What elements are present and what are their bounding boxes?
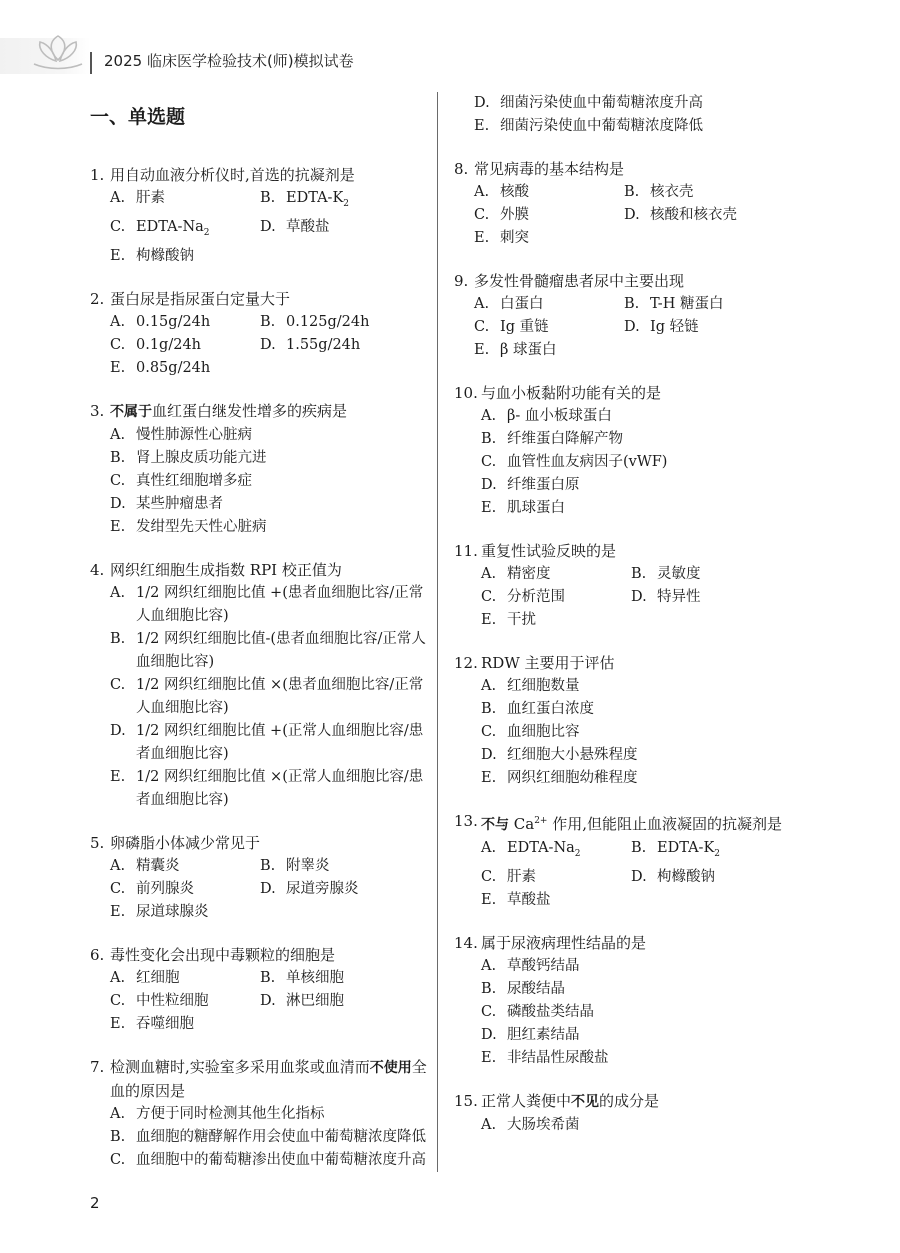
- question-4: [90, 559, 428, 812]
- option-d: D. 核酸和核衣壳: [624, 207, 737, 223]
- question-stem: [90, 1056, 428, 1103]
- charge-superscript: 2+: [534, 816, 548, 826]
- question-stem: [454, 270, 796, 293]
- options: [454, 181, 796, 250]
- question-number: 12.: [454, 654, 478, 672]
- option-a: A. 白蛋白: [474, 296, 544, 312]
- option-b: B. 1/2 网织红细胞比值-(患者血细胞比容/正常人血细胞比容): [110, 630, 426, 670]
- question-stem: [454, 382, 796, 405]
- right-column: [454, 92, 796, 1157]
- option-c: C. 外膜: [474, 207, 529, 223]
- options: [454, 675, 796, 790]
- option-b: B. 灵敏度: [631, 566, 701, 582]
- option-d: D. 尿道旁腺炎: [260, 880, 359, 897]
- options: [90, 1103, 428, 1172]
- question-text-tail: 的成分是: [599, 1091, 660, 1110]
- options: [454, 837, 796, 912]
- question-7: [90, 1056, 428, 1172]
- question-number: 6.: [90, 945, 105, 964]
- option-b: B. 附睾炎: [260, 857, 330, 874]
- question-2: [90, 288, 428, 380]
- options: [90, 187, 428, 268]
- question-text: 属于尿液病理性结晶的是: [481, 933, 647, 952]
- option-d: D. 红细胞大小悬殊程度: [481, 747, 638, 763]
- question-number: 3.: [90, 401, 105, 420]
- option-a: A. 肝素: [110, 190, 165, 206]
- question-stem: [90, 944, 428, 967]
- question-stem: [454, 1090, 796, 1114]
- option-b: B. T-H 糖蛋白: [624, 296, 724, 312]
- question-number: 14.: [454, 933, 478, 952]
- option-a: A. 方便于同时检测其他生化指标: [110, 1105, 325, 1122]
- question-text: 血红蛋白继发性增多的疾病是: [152, 401, 348, 420]
- option-b: B. EDTA-$K_2$: [260, 190, 350, 209]
- question-text: 用自动血液分析仪时,首选的抗凝剂是: [110, 166, 355, 184]
- option-c: C. 血细胞中的葡萄糖渗出使血中葡萄糖浓度升高: [110, 1151, 426, 1168]
- question-15: [454, 1090, 796, 1137]
- question-1: [90, 164, 428, 268]
- option-d: D. 细菌污染使血中葡萄糖浓度升高: [474, 95, 703, 111]
- question-text: 作用,但能阻止血液凝固的抗凝剂是: [552, 815, 783, 833]
- option-c: C. 磷酸盐类结晶: [481, 1003, 594, 1020]
- emphasis-keyword: 不属于: [110, 403, 152, 420]
- option-c: C. EDTA-$Na_2$: [110, 218, 210, 238]
- option-e: E. 非结晶性尿酸盐: [481, 1049, 609, 1066]
- option-a: A. 大肠埃希菌: [481, 1116, 580, 1133]
- option-e: E. β 球蛋白: [474, 342, 557, 358]
- question-stem: [454, 932, 796, 955]
- option-c: C. 血管性血友病因子(vWF): [481, 454, 668, 470]
- option-b: B. 血细胞的糖酵解作用会使血中葡萄糖浓度降低: [110, 1128, 426, 1145]
- options: [90, 311, 428, 380]
- question-number: 15.: [454, 1091, 478, 1110]
- option-d: D. 1.55g/24h: [260, 336, 361, 353]
- option-a: A. EDTA-$Na_2$: [481, 840, 581, 859]
- option-d: D. 草酸盐: [260, 218, 330, 235]
- question-text: 常见病毒的基本结构是: [474, 160, 625, 178]
- option-b: B. 0.125g/24h: [260, 313, 370, 330]
- options: [90, 967, 428, 1036]
- emphasis-keyword: 不使用: [369, 1059, 412, 1076]
- question-text: RDW 主要用于评估: [481, 654, 615, 672]
- options: [90, 424, 428, 539]
- question-3: [90, 400, 428, 539]
- option-d: D. 枸橼酸钠: [631, 868, 715, 885]
- question-6: [90, 944, 428, 1036]
- option-a: A. 慢性肺源性心脏病: [110, 426, 252, 443]
- lotus-logo-icon: [28, 30, 88, 74]
- question-stem: [454, 158, 796, 181]
- question-stem: [454, 652, 796, 675]
- option-b: B. 纤维蛋白降解产物: [481, 431, 623, 447]
- option-b: B. 单核细胞: [260, 969, 344, 986]
- option-d: D. 特异性: [631, 589, 701, 605]
- question-stem: [454, 540, 796, 563]
- question-stem: [454, 810, 796, 837]
- option-e: E. 肌球蛋白: [481, 500, 565, 516]
- option-d: D. 某些肿瘤患者: [110, 495, 223, 512]
- question-number: 7.: [90, 1057, 105, 1076]
- option-b: B. 尿酸结晶: [481, 980, 565, 997]
- question-text: 重复性试验反映的是: [481, 542, 617, 560]
- option-a: A. 精囊炎: [110, 857, 180, 874]
- option-a: A. 核酸: [474, 184, 529, 200]
- question-7-continued: [454, 92, 796, 138]
- option-e: E. 细菌污染使血中葡萄糖浓度降低: [474, 118, 703, 134]
- question-text: 毒性变化会出现中毒颗粒的细胞是: [110, 945, 336, 964]
- question-9: [454, 270, 796, 362]
- option-d: D. 淋巴细胞: [260, 992, 344, 1009]
- calcium-symbol: Ca: [513, 815, 535, 833]
- column-divider: [437, 92, 438, 1172]
- option-e: E. 发绀型先天性心脏病: [110, 518, 267, 535]
- section-title: 一、单选题: [90, 106, 186, 128]
- option-e: E. 0.85g/24h: [110, 359, 211, 376]
- option-e: E. 吞噬细胞: [110, 1015, 194, 1032]
- option-b: B. 核衣壳: [624, 184, 694, 200]
- question-text: 蛋白尿是指尿蛋白定量大于: [110, 289, 291, 308]
- question-text: 与血小板黏附功能有关的是: [481, 384, 662, 402]
- option-a: A. β- 血小板球蛋白: [481, 408, 612, 424]
- question-number: 4.: [90, 560, 105, 579]
- option-b: B. 肾上腺皮质功能亢进: [110, 449, 267, 466]
- question-text: 网织红细胞生成指数 RPI 校正值为: [110, 560, 342, 579]
- option-d: D. 胆红素结晶: [481, 1026, 580, 1043]
- option-c: C. 分析范围: [481, 589, 565, 605]
- question-8: [454, 158, 796, 250]
- options: [90, 582, 428, 812]
- option-c: C. 中性粒细胞: [110, 992, 209, 1009]
- question-text: 多发性骨髓瘤患者尿中主要出现: [474, 272, 685, 290]
- question-12: [454, 652, 796, 790]
- options: [454, 92, 796, 138]
- option-c: C. 真性红细胞增多症: [110, 472, 252, 489]
- question-text: 检测血糖时,实验室多采用血浆或血清而: [110, 1057, 370, 1076]
- left-column: [90, 98, 428, 1192]
- option-c: C. 血细胞比容: [481, 724, 580, 740]
- question-stem: [90, 832, 428, 855]
- question-number: 11.: [454, 542, 478, 560]
- emphasis-keyword: 不见: [571, 1093, 600, 1110]
- options: [454, 563, 796, 632]
- page-header-title: 2025 临床医学检验技术(师)模拟试卷: [104, 52, 354, 70]
- option-e: E. 枸橼酸钠: [110, 247, 194, 264]
- option-c: C. 0.1g/24h: [110, 336, 202, 353]
- option-c: C. 肝素: [481, 868, 536, 885]
- header-divider: [90, 52, 92, 74]
- question-number: 8.: [454, 160, 469, 178]
- question-text: 卵磷脂小体减少常见于: [110, 833, 261, 852]
- question-10: [454, 382, 796, 520]
- question-number: 5.: [90, 833, 105, 852]
- emphasis-keyword: 不与: [481, 817, 509, 833]
- option-e: E. 1/2 网织红细胞比值 ×(正常人血细胞比容/患者血细胞比容): [110, 768, 424, 808]
- question-text: 正常人粪便中: [481, 1091, 572, 1110]
- option-e: E. 草酸盐: [481, 891, 551, 908]
- question-stem: [90, 400, 428, 424]
- question-stem: [90, 164, 428, 187]
- option-b: B. 血红蛋白浓度: [481, 701, 594, 717]
- question-number: 13.: [454, 812, 478, 830]
- question-text-tail: 全血的原因是: [110, 1057, 427, 1100]
- question-11: [454, 540, 796, 632]
- option-a: A. 草酸钙结晶: [481, 957, 580, 974]
- options: [454, 405, 796, 520]
- option-e: E. 干扰: [481, 612, 536, 628]
- option-a: A. 红细胞数量: [481, 678, 580, 694]
- option-c: C. Ig 重链: [474, 319, 549, 335]
- option-c: C. 1/2 网织红细胞比值 ×(患者血细胞比容/正常人血细胞比容): [110, 676, 424, 716]
- page-number: 2: [90, 1194, 100, 1212]
- option-c: C. 前列腺炎: [110, 880, 194, 897]
- question-13: [454, 810, 796, 912]
- option-b: B. EDTA-$K_2$: [631, 840, 721, 859]
- options: [454, 1114, 796, 1137]
- option-e: E. 尿道球腺炎: [110, 903, 209, 920]
- option-a: A. 1/2 网织红细胞比值 +(患者血细胞比容/正常人血细胞比容): [110, 584, 424, 624]
- option-e: E. 刺突: [474, 230, 529, 246]
- question-stem: [90, 288, 428, 311]
- option-d: D. 纤维蛋白原: [481, 477, 580, 493]
- option-a: A. 红细胞: [110, 969, 180, 986]
- question-14: [454, 932, 796, 1070]
- question-5: [90, 832, 428, 924]
- question-number: 2.: [90, 289, 105, 308]
- question-number: 10.: [454, 384, 478, 402]
- option-e: E. 网织红细胞幼稚程度: [481, 770, 638, 786]
- question-number: 1.: [90, 166, 105, 184]
- options: [454, 293, 796, 362]
- option-a: A. 0.15g/24h: [110, 313, 211, 330]
- options: [90, 855, 428, 924]
- option-d: D. Ig 轻链: [624, 319, 699, 335]
- option-d: D. 1/2 网织红细胞比值 +(正常人血细胞比容/患者血细胞比容): [110, 722, 424, 762]
- option-a: A. 精密度: [481, 566, 551, 582]
- question-stem: [90, 559, 428, 582]
- options: [454, 955, 796, 1070]
- question-number: 9.: [454, 272, 469, 290]
